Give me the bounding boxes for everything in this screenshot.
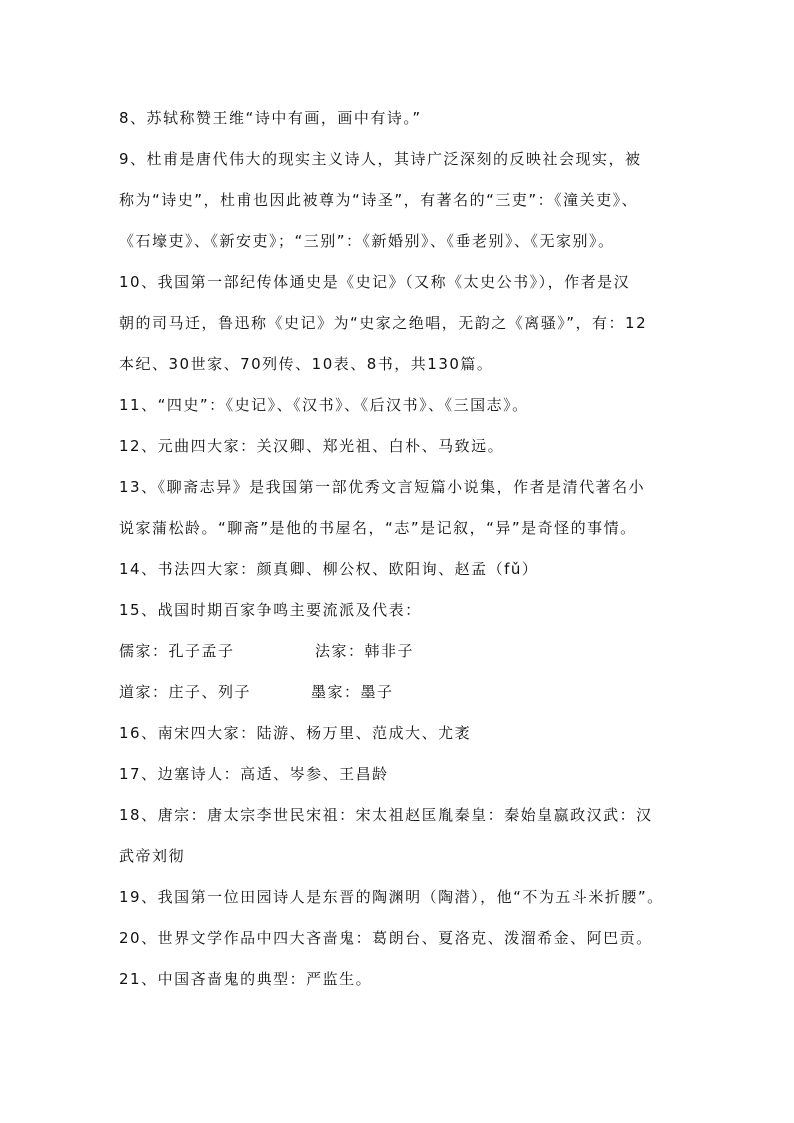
text-line-17: 武帝刘彻 [119,847,186,865]
text-line-15: 17、边塞诗人：高适、岑参、王昌龄 [119,765,389,783]
text-line-8: 11、“四史”：《史记》、《汉书》、《后汉书》、《三国志》。 [119,396,529,414]
text-line-1: 8、苏轼称赞王维“诗中有画，画中有诗。” [119,109,422,127]
text-line-10: 13、《聊斋志异》是我国第一部优秀文言短篇小说集，作者是清代著名小 [119,478,646,496]
school-row-1 [119,641,699,661]
text-line-19: 20、世界文学作品中四大吝啬鬼：葛朗台、夏洛克、泼溜希金、阿巴贡。 [119,929,653,947]
school-right: 法家：韩非子 [315,642,415,660]
text-line-9: 12、元曲四大家：关汉卿、郑光祖、白朴、马致远。 [119,437,505,455]
text-line-20: 21、中国吝啬鬼的典型：严监生。 [119,970,373,988]
text-line-12: 14、书法四大家：颜真卿、柳公权、欧阳询、赵孟（fǔ） [119,560,539,578]
text-line-14: 16、南宋四大家：陆游、杨万里、范成大、尤袤 [119,724,472,742]
school-row-2 [119,682,699,702]
text-line-16: 18、唐宗：唐太宗李世民宋祖：宋太祖赵匡胤秦皇：秦始皇嬴政汉武：汉 [119,806,653,824]
text-line-18: 19、我国第一位田园诗人是东晋的陶渊明（陶潜），他“不为五斗米折腰”。 [119,888,664,906]
text-line-3: 称为“诗史”，杜甫也因此被尊为“诗圣”，有著名的“三吏”：《潼关吏》、 [119,191,639,209]
text-line-7: 本纪、30世家、70列传、10表、8书，共130篇。 [119,355,494,373]
school-left: 道家：庄子、列子 [119,683,252,701]
text-line-4: 《石壕吏》、《新安吏》；“三别”：《新婚别》、《垂老别》、《无家别》。 [119,232,615,250]
school-right: 墨家：墨子 [311,683,394,701]
text-line-5: 10、我国第一部纪传体通史是《史记》（又称《太史公书》），作者是汉 [119,273,631,291]
text-line-11: 说家蒲松龄。“聊斋”是他的书屋名，“志”是记叙，“异”是奇怪的事情。 [119,519,637,537]
school-left: 儒家：孔子孟子 [119,642,235,660]
text-line-6: 朝的司马迁，鲁迅称《史记》为“史家之绝唱，无韵之《离骚》”，有：12 [119,314,648,332]
text-line-2: 9、杜甫是唐代伟大的现实主义诗人，其诗广泛深刻的反映社会现实，被 [119,150,642,168]
text-line-13: 15、战国时期百家争鸣主要流派及代表： [119,601,422,619]
